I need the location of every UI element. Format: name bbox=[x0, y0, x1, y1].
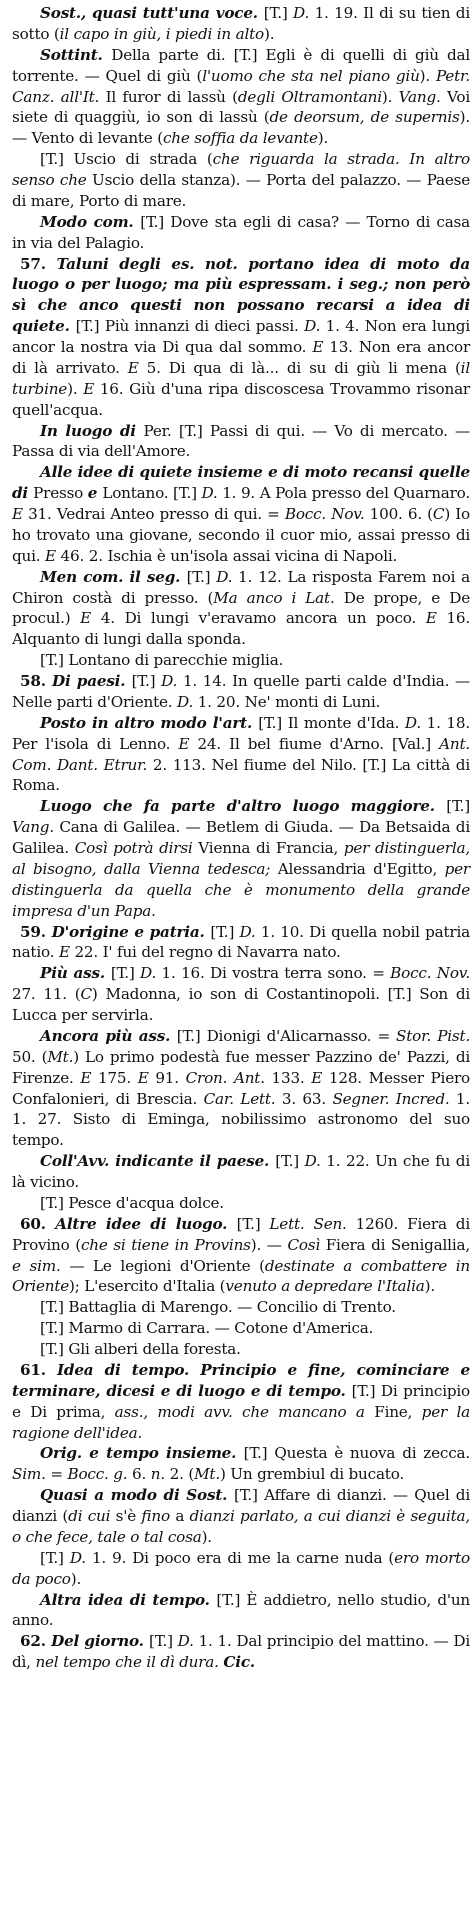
text-run: [T.] bbox=[236, 1214, 270, 1233]
text-run: 57. bbox=[20, 254, 57, 273]
text-run: E bbox=[80, 609, 101, 628]
entry-paragraph bbox=[12, 1151, 470, 1193]
text-run: Sottint. bbox=[40, 45, 112, 64]
text-run: 1. 14. In quelle parti calde d'India. — Nelle parti d'Oriente. bbox=[12, 672, 470, 711]
entry-paragraph bbox=[12, 1193, 470, 1214]
text-run: 58. bbox=[20, 672, 53, 690]
text-run: [T.] bbox=[110, 964, 141, 983]
text-run: Fine, bbox=[374, 1402, 422, 1421]
text-run: E bbox=[45, 546, 61, 565]
text-run: ). — Vento di levante ( bbox=[12, 108, 470, 148]
text-run: Della parte di. [T.] Egli è di quelli di giù dal torrente. — Quel di giù ( bbox=[12, 45, 470, 85]
text-run: ). bbox=[381, 87, 399, 106]
text-run: 1. 1. 27. Sisto di Eminga, nobilissimo astronomo del suo tempo. bbox=[12, 1089, 471, 1150]
text-run: Bocc. Nov. bbox=[390, 964, 470, 983]
text-run: ) Lo primo podestà fue messer Pazzino de' Pazzi, di Firenze. bbox=[12, 1047, 470, 1087]
text-run: che riguarda la strada. In altro senso che bbox=[12, 150, 470, 189]
text-run: 59. bbox=[20, 922, 52, 941]
text-run: 2. ( bbox=[169, 1465, 195, 1484]
text-run: de deorsum, de supernis bbox=[269, 108, 460, 127]
text-run: Lett. Sen. bbox=[269, 1214, 356, 1233]
text-run: e bbox=[87, 484, 103, 503]
text-run: per distinguerla da quella che è monumento della grande impresa d'un Papa. bbox=[12, 859, 470, 920]
text-run: ). bbox=[424, 1277, 435, 1296]
text-run: 24. Il bel fiume d'Arno. [Val.] bbox=[197, 734, 440, 753]
text-run: 1. 10. Di quella nobil patria natio. bbox=[12, 922, 470, 962]
text-run: Ancora più ass. bbox=[40, 1026, 177, 1045]
text-run: fino bbox=[141, 1507, 176, 1525]
entry-paragraph bbox=[12, 567, 470, 651]
text-run: D. bbox=[304, 317, 326, 336]
text-run: 1. 9. A Pola presso del Quarnaro. bbox=[222, 484, 470, 503]
text-run: ero morto da poco bbox=[12, 1548, 470, 1588]
text-run: Bocc. Nov. bbox=[284, 505, 370, 523]
text-run: Ma anco i Lat. bbox=[213, 588, 344, 607]
text-run: Così potrà dirsi bbox=[74, 839, 199, 857]
entry-paragraph bbox=[12, 1485, 470, 1548]
text-run: ) Un grembiul di bucato. bbox=[219, 1465, 405, 1484]
text-run: venuto a depredare l'Italia bbox=[225, 1277, 425, 1296]
text-run: che si tiene in Provins bbox=[80, 1235, 251, 1254]
text-run: ); L'esercito d'Italia ( bbox=[69, 1277, 226, 1296]
text-run: E bbox=[137, 1068, 156, 1087]
text-run: Vang. bbox=[398, 87, 447, 106]
text-run: D. bbox=[177, 692, 198, 711]
entry-paragraph bbox=[12, 671, 470, 713]
text-run: a bbox=[175, 1507, 190, 1525]
text-run: Cron. Ant. bbox=[185, 1068, 272, 1087]
text-run: D. bbox=[404, 713, 427, 732]
text-run: ). bbox=[317, 129, 329, 148]
text-run: Di paesi. bbox=[52, 672, 132, 690]
text-run: [T.] Più innanzi di dieci passi. bbox=[75, 317, 305, 336]
text-run: Orig. e tempo insieme. bbox=[40, 1444, 244, 1463]
text-run: Alessandria d'Egitto, bbox=[277, 859, 445, 878]
text-run: D. bbox=[239, 922, 261, 941]
text-run: s'è bbox=[115, 1507, 142, 1525]
text-run: 5. Di qua di là... di su di giù li mena ( bbox=[146, 358, 461, 377]
entry-paragraph bbox=[12, 796, 470, 921]
entry-paragraph bbox=[12, 1631, 470, 1673]
text-run: E bbox=[311, 1068, 329, 1087]
text-run: [T.] bbox=[40, 1548, 70, 1567]
text-run: 1. 19. Il di su tien di sotto ( bbox=[12, 4, 470, 43]
text-run: E bbox=[12, 505, 29, 523]
text-run: Più ass. bbox=[40, 964, 111, 983]
text-run: [T.] Lontano di parecchie miglia. bbox=[40, 651, 284, 670]
text-run: [T.] Il monte d'Ida. bbox=[258, 713, 405, 732]
text-run: [T.] Di principio e Di prima, bbox=[12, 1381, 470, 1421]
text-run: il turbine bbox=[12, 358, 470, 398]
entry-paragraph bbox=[12, 421, 470, 463]
text-run: Mt. bbox=[47, 1047, 74, 1066]
entry-paragraph bbox=[12, 212, 470, 254]
text-run: Taluni degli es. not. portano idea di moto da luogo o per luogo; ma più espressam. i seg.; non però sì che anco questi non possano recarsi a idea di quiete. bbox=[12, 254, 470, 336]
entry-paragraph bbox=[12, 3, 470, 45]
text-run: nel tempo che il dì dura. bbox=[35, 1653, 224, 1672]
text-run: il capo in giù, i piedi in alto bbox=[59, 24, 265, 43]
text-run: 128. Messer Piero Confalonieri, di Brescia. bbox=[12, 1068, 470, 1108]
text-run: Luogo che fa parte d'altro luogo maggiore. bbox=[40, 797, 447, 816]
text-run: Men com. il seg. bbox=[40, 567, 187, 586]
text-run: 4. Di lungi v'eravamo ancora un poco. bbox=[100, 609, 426, 628]
text-run: D. bbox=[69, 1548, 92, 1567]
text-run: Modo com. bbox=[40, 212, 141, 231]
entry-paragraph bbox=[12, 1548, 470, 1590]
text-run: Voi siete di quaggiù, io son di lassù ( bbox=[12, 87, 470, 127]
text-run: l'uomo che sta nel piano giù bbox=[202, 66, 420, 85]
text-run: 50. ( bbox=[12, 1047, 48, 1066]
text-run: ). bbox=[419, 66, 436, 85]
text-run: 2. 113. Nel fiume del Nilo. [T.] La città di Roma. bbox=[12, 755, 470, 795]
text-run: destinate a combattere in Oriente bbox=[12, 1256, 471, 1296]
text-run: Presso bbox=[33, 484, 88, 503]
text-run: D. bbox=[304, 1152, 327, 1171]
text-run: [T.] bbox=[186, 567, 217, 586]
text-run: Ant. Com. Dant. Etrur. bbox=[12, 734, 470, 774]
entry-paragraph bbox=[12, 963, 470, 1026]
text-run: Altre idee di luogo. bbox=[55, 1214, 237, 1233]
text-run: — Le legioni d'Oriente ( bbox=[69, 1256, 265, 1275]
text-run: D. bbox=[216, 567, 239, 586]
text-run: [T.] Affare di dianzi. — Quel di dianzi ( bbox=[12, 1486, 470, 1525]
text-run: 13. Non era ancor di là arrivato. bbox=[12, 338, 470, 377]
text-run: per distinguerla, al bisogno, dalla Vienna tedesca; bbox=[12, 839, 470, 878]
text-run: D. bbox=[177, 1632, 199, 1651]
text-run: [T.] È addietro, nello studio, d'un anno. bbox=[12, 1590, 470, 1630]
text-run: Fiera di Senigallia, bbox=[325, 1235, 470, 1254]
text-run: In luogo di bbox=[40, 421, 144, 440]
text-run: dianzi parlato, a cui dianzi è seguita, o che fece, tale o tal cosa bbox=[12, 1507, 470, 1546]
text-run: D. bbox=[140, 964, 162, 983]
text-run: Per. [T.] Passi di qui. — Vo di mercato. — Passa di via dell'Amore. bbox=[12, 421, 470, 461]
text-run: [T.] bbox=[263, 4, 294, 22]
text-run: Cana di Galilea. — Betlem di Giuda. — Da Betsaida di Galilea. bbox=[12, 818, 470, 857]
text-run: Vang. bbox=[12, 818, 60, 837]
text-run: 27. 11. ( bbox=[12, 985, 81, 1004]
text-run: D. bbox=[161, 672, 183, 690]
text-run: ). bbox=[201, 1527, 212, 1546]
entry-paragraph bbox=[12, 1339, 470, 1360]
text-run: ass., modi avv. che mancano a bbox=[114, 1402, 375, 1421]
text-run: Sost., quasi tutt'una voce. bbox=[40, 4, 264, 22]
text-run: [T.] Dove sta egli di casa? — Torno di casa in via del Palagio. bbox=[12, 212, 470, 252]
text-run: 61. bbox=[20, 1360, 58, 1379]
text-run: C bbox=[432, 505, 445, 523]
text-run: 1. 9. Di poco era di me la carne nuda ( bbox=[91, 1548, 395, 1567]
text-run: Vienna di Francia, bbox=[198, 839, 344, 857]
entry-paragraph bbox=[12, 1443, 470, 1485]
text-run: degli Oltramontani bbox=[237, 87, 382, 106]
text-run: Car. Lett. bbox=[203, 1089, 282, 1108]
text-run: Lontano. [T.] bbox=[102, 484, 202, 503]
text-run: 1. 22. Un che fu di là vicino. bbox=[12, 1152, 470, 1191]
text-run: per la ragione dell'idea. bbox=[12, 1402, 470, 1442]
text-run: [T.] bbox=[149, 1632, 178, 1651]
text-run: [T.] Questa è nuova di zecca. bbox=[243, 1444, 470, 1463]
text-run: Il furor di lassù ( bbox=[105, 87, 238, 106]
text-run: Cic. bbox=[223, 1653, 255, 1672]
text-run: D'origine e patria. bbox=[51, 922, 211, 941]
text-run: e sim. bbox=[12, 1256, 70, 1275]
entry-paragraph bbox=[12, 713, 470, 797]
text-run: Così bbox=[287, 1235, 326, 1254]
text-run: [T.] Uscio di strada ( bbox=[40, 150, 213, 169]
text-run: [T.] Pesce d'acqua dolce. bbox=[40, 1193, 224, 1212]
text-run: E bbox=[425, 609, 447, 628]
text-run: ) Io ho trovato una giovane, secondo il cuor mio, assai presso di qui. bbox=[12, 505, 470, 565]
text-run: E bbox=[178, 734, 198, 753]
text-run: di cui bbox=[68, 1507, 116, 1525]
text-run: [T.] Dionigi d'Alicarnasso. = bbox=[176, 1026, 397, 1045]
text-run: ). bbox=[67, 379, 84, 398]
text-run: 91. bbox=[155, 1068, 186, 1087]
text-run: ) Madonna, io son di Costantinopoli. [T.] Son di Lucca per servirla. bbox=[12, 985, 470, 1024]
text-run: Idea di tempo. Principio e fine, cominciare e terminare, dicesi e di luogo e di tempo. bbox=[12, 1360, 470, 1400]
text-run: Posto in altro modo l'art. bbox=[40, 713, 259, 732]
text-run: Quasi a modo di Sost. bbox=[40, 1486, 234, 1505]
text-run: 16. Alquanto di lungi dalla sponda. bbox=[12, 609, 470, 649]
text-run: 1. 12. La risposta Farem noi a Chiron costà di presso. ( bbox=[12, 567, 470, 607]
text-run: Uscio della stanza). — Porta del palazzo. — Paese di mare, Porto di mare. bbox=[12, 171, 470, 210]
text-run: E bbox=[80, 1068, 98, 1087]
text-run: ). — bbox=[250, 1235, 288, 1254]
text-run: 22. I' fui del regno di Navarra nato. bbox=[74, 943, 341, 962]
text-run: 1. 16. Di vostra terra sono. = bbox=[161, 964, 391, 983]
entry-paragraph bbox=[12, 1297, 470, 1318]
entry-paragraph bbox=[12, 922, 470, 964]
text-run: [T.] Battaglia di Marengo. — Concilio di Trento. bbox=[40, 1298, 396, 1317]
text-run: 60. bbox=[20, 1214, 56, 1233]
text-run: Petr. Canz. all'It. bbox=[12, 66, 470, 106]
entry-paragraph bbox=[12, 650, 470, 671]
entry-paragraph bbox=[12, 45, 470, 149]
entry-paragraph bbox=[12, 462, 470, 566]
text-run: D. bbox=[201, 484, 223, 503]
text-run: 175. bbox=[97, 1068, 138, 1087]
text-run: [T.] bbox=[131, 672, 162, 690]
text-run: E bbox=[83, 379, 100, 398]
text-run: = bbox=[50, 1465, 68, 1484]
text-run: 133. bbox=[271, 1068, 312, 1087]
text-run: ). bbox=[264, 24, 275, 43]
text-run: n. bbox=[150, 1465, 170, 1484]
text-run: 1. 4. Non era lungi ancor la nostra via Di qua dal sommo. bbox=[12, 317, 470, 356]
text-run: 6. bbox=[132, 1465, 151, 1484]
text-run: 31. Vedrai Anteo presso di qui. = bbox=[28, 505, 285, 523]
text-run: [T.] bbox=[446, 797, 470, 816]
text-run: Mt. bbox=[194, 1465, 220, 1484]
text-run: 1. 1. Dal principio del mattino. — Di dì, bbox=[12, 1632, 471, 1672]
text-run: 1260. Fiera di Provino ( bbox=[12, 1214, 470, 1254]
text-run: 46. 2. Ischia è un'isola assai vicina di Napoli. bbox=[60, 546, 398, 565]
text-run: Coll'Avv. indicante il paese. bbox=[40, 1152, 276, 1171]
text-run: ). bbox=[70, 1569, 82, 1588]
text-run: E bbox=[58, 943, 75, 962]
entry-paragraph bbox=[12, 1360, 470, 1444]
entry-paragraph bbox=[12, 1590, 470, 1632]
entry-paragraph bbox=[12, 1318, 470, 1339]
entry-paragraph bbox=[12, 1026, 470, 1151]
text-run: 3. 63. bbox=[281, 1089, 333, 1108]
text-run: Del giorno. bbox=[51, 1632, 150, 1651]
text-run: Segner. Incred. bbox=[332, 1089, 456, 1108]
text-run: Altra idea di tempo. bbox=[40, 1590, 217, 1609]
text-run: D. bbox=[293, 4, 315, 22]
entry-paragraph bbox=[12, 149, 470, 212]
text-run: 62. bbox=[20, 1632, 52, 1651]
text-run: De prope, e De procul.) bbox=[12, 588, 470, 628]
text-run: E bbox=[127, 358, 147, 377]
text-run: Alle idee di quiete insieme e di moto recansi quelle di bbox=[12, 463, 470, 503]
text-run: [T.] bbox=[210, 922, 240, 941]
text-run: E bbox=[312, 338, 330, 356]
text-run: Sim. bbox=[12, 1465, 51, 1484]
text-run: [T.] bbox=[275, 1152, 305, 1171]
entry-paragraph bbox=[12, 254, 470, 421]
text-run: [T.] Marmo di Carrara. — Cotone d'America. bbox=[40, 1319, 374, 1338]
text-run: 1. 18. Per l'isola di Lenno. bbox=[12, 713, 470, 753]
text-run: Stor. Pist. bbox=[396, 1026, 470, 1045]
text-run: 100. 6. ( bbox=[369, 505, 433, 523]
text-run: che soffia da levante bbox=[162, 129, 318, 148]
text-run: C bbox=[80, 985, 92, 1004]
text-run: Bocc. g. bbox=[67, 1465, 133, 1484]
text-run: [T.] Gli alberi della foresta. bbox=[40, 1340, 241, 1358]
entry-paragraph bbox=[12, 1214, 470, 1298]
text-run: 1. 20. Ne' monti di Luni. bbox=[197, 692, 381, 711]
text-run: 16. Giù d'una ripa discoscesa Trovammo risonar quell'acqua. bbox=[12, 379, 470, 419]
